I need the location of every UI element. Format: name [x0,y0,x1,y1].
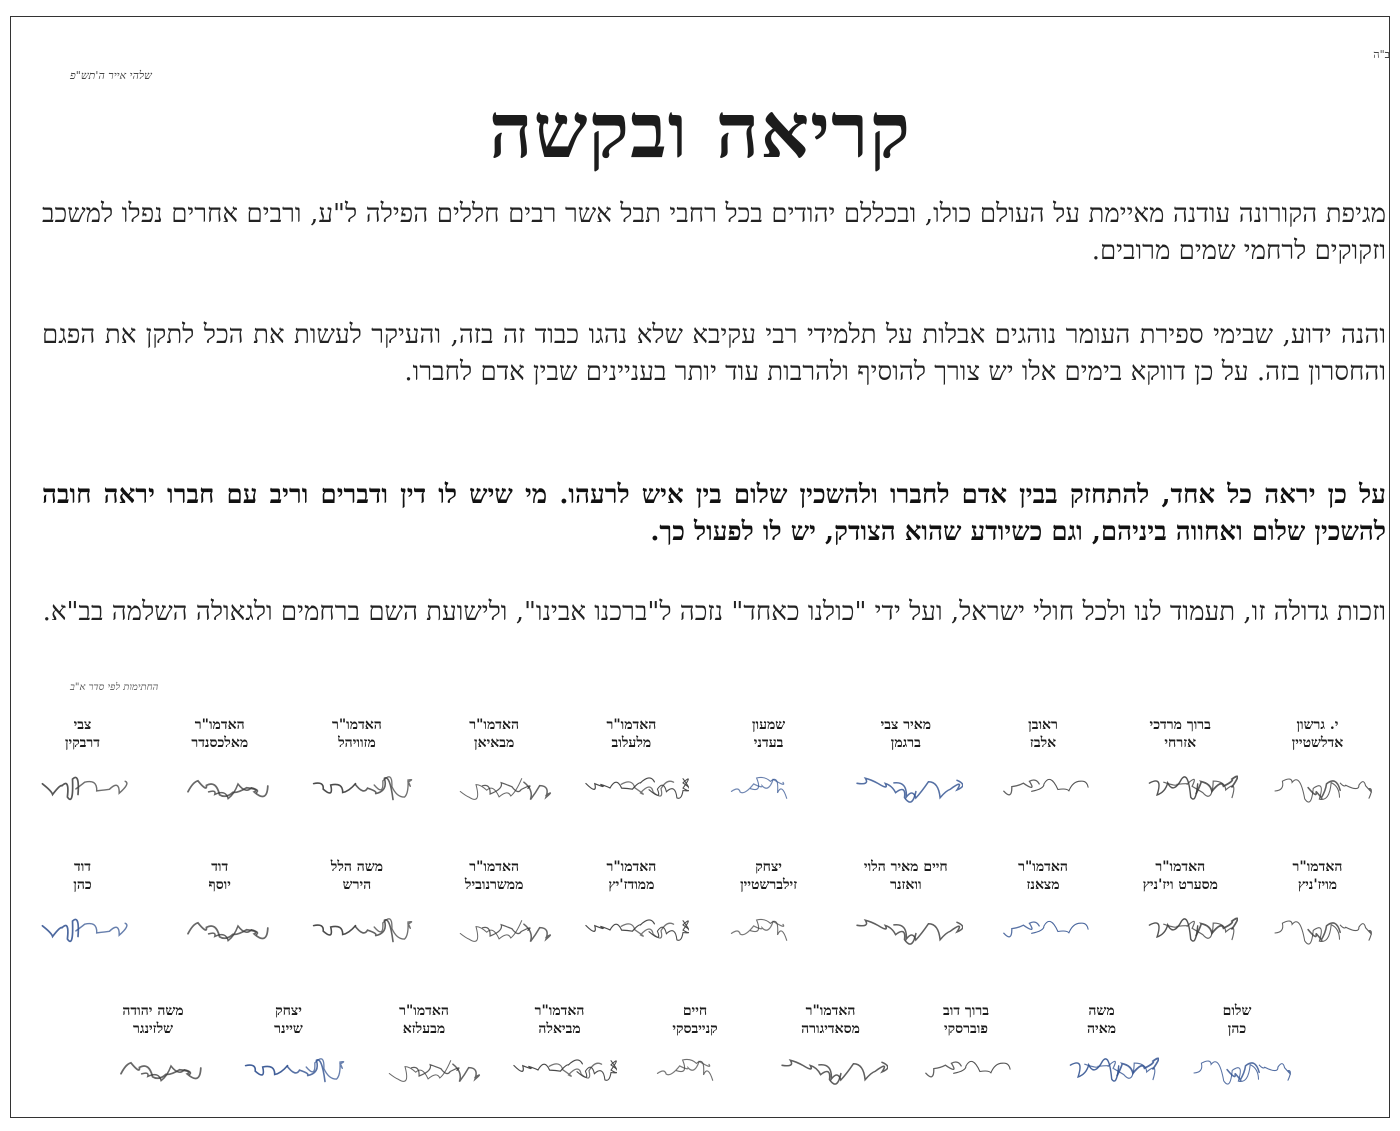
signature-stroke [782,1060,841,1084]
signatory-name [1039,1002,1165,1038]
signature-stroke [245,1065,287,1075]
signature-stroke [857,920,916,944]
signatory [1118,716,1243,836]
signatory-name-line-1: האדמו"ר [805,1003,856,1019]
signature-stroke [1259,1064,1290,1081]
signatory-name-line-2: מסערט ויז'ניץ [1142,877,1218,893]
handwritten-signature [989,760,1101,816]
signatory-name-line-2: מזוויהל [338,735,376,751]
signatures-row-2 [20,858,1380,978]
signatory-name [843,716,968,752]
signatory-name [1255,858,1380,894]
signatory [903,1002,1029,1122]
signatory-name-line-2: הירש [342,877,372,893]
signature-stroke [1340,924,1371,941]
signatory-name-line-2: מאלכסנדר [191,735,249,751]
signatory-name-line-2: מביאלה [538,1021,581,1037]
paragraph-1: מגיפת הקורונה עודנה מאיימת על העולם כולו, ובכללם יהודים בכל רחבי תבל אשר רבים חללים הפילה ל"ע, ורבים אחרים נפלו למשכב וזקוקים לרחמי שמים מרובים. [42,199,1386,266]
signature-stroke [389,1061,450,1082]
signature-stroke [513,1060,582,1071]
signatory [843,716,968,836]
handwritten-signature [302,760,414,816]
signatory-name-line-1: האדמו"ר [194,717,245,733]
signatory-name-line-1: מאיר צבי [880,717,932,733]
signatory-name-line-2: יוסף [208,877,231,893]
handwritten-signature [1126,902,1238,958]
signatory-name [226,1002,352,1038]
handwritten-signature [98,1042,210,1098]
signatory-name [20,716,145,752]
signatory-name-line-1: האדמו"ר [534,1003,585,1019]
signatory [706,858,831,978]
handwritten-signature [577,760,689,816]
signature-stroke [356,778,394,800]
signatory-name [903,1002,1029,1038]
signatory-name [1118,858,1243,894]
signatory-name-line-1: האדמו"ר [606,717,657,733]
signatory-name-line-1: משה הלל [330,859,384,875]
signatory-name [432,716,557,752]
signatory [1255,858,1380,978]
bh-mark: ב"ה [1373,48,1390,61]
signature-stroke [954,1061,1011,1073]
signatory-name-line-2: מבעלזא [402,1021,446,1037]
handwritten-signature [505,1042,617,1098]
signature-stroke [586,778,655,789]
paragraph-3-bold: על כן יראה כל אחד, להתחזק בבין אדם לחברו ולהשכין שלום בין איש לרעהו. מי שיש לו דין ודברים וריב עם חברו יראה חובה להשכין שלום ואחווה ביניהם, וגם כשיודע שהוא הצודק, יש לו לפעול כך. [42,480,1386,547]
signatory [768,1002,894,1122]
signatory-name-line-2: ממשרנוביל [464,877,524,893]
signatory-name-line-2: דרבקין [64,735,101,751]
signature-stroke [524,924,550,941]
handwritten-signature [1126,760,1238,816]
signatory-name [497,1002,623,1038]
signature-stroke [76,781,127,793]
signatory-name-line-2: וואזנר [890,877,922,893]
signatory [90,1002,216,1122]
signature-stroke [1196,776,1237,793]
signatory [1118,858,1243,978]
signatory-name-line-2: שלזינגר [132,1021,174,1037]
signatory-name-line-2: קנייבסקי [672,1021,718,1037]
signature-stroke [1149,777,1197,799]
signatory-name [981,716,1106,752]
signatory-name-line-2: מבאיאן [474,735,515,751]
signature-stroke [314,925,356,935]
signatory-name-line-1: דוד [73,859,92,875]
signature-stroke [76,923,127,935]
signatory-name-line-2: פוברסקי [944,1021,988,1037]
signatory-name [843,858,968,894]
signatory-name-line-1: האדמו"ר [1018,859,1068,875]
handwritten-signature [302,902,414,958]
signatory-name-line-1: ראובן [1028,717,1058,733]
signatory [20,716,145,836]
signatory-name-line-1: יצחק [755,859,782,875]
signatory-name [706,716,831,752]
signatory [294,858,419,978]
signatory-name [768,1002,894,1038]
signatory-name-line-2: ברגמן [890,735,921,751]
signatory-name [432,858,557,894]
signature-stroke [314,783,356,793]
signature-stroke [453,1064,479,1081]
signatory [981,858,1106,978]
signatory-name-line-1: האדמו"ר [1155,859,1206,875]
signatory-name [981,858,1106,894]
signature-stroke [460,779,521,800]
signature-stroke [1003,780,1038,795]
signatory [843,858,968,978]
signatory-name-line-2: מסאדיגורה [801,1021,860,1037]
signatory [361,1002,487,1122]
signature-stroke [42,919,78,941]
signatory-name-line-1: האדמו"ר [469,717,520,733]
handwritten-signature [577,902,689,958]
signature-stroke [1070,1059,1118,1081]
handwritten-signature [1263,760,1375,816]
signatory-name [1118,716,1243,752]
handwritten-signature [440,902,552,958]
signatory [157,858,282,978]
handwritten-signature [714,760,826,816]
signatory [1255,716,1380,836]
signatory-name [706,858,831,894]
signatory-name-line-2: מלעלוב [611,735,652,751]
signatory-name-line-1: שלום [1222,1003,1252,1019]
handwritten-signature [1047,1042,1159,1098]
handwritten-signature [28,902,140,958]
signatory-name [569,858,694,894]
signatory-name-line-1: האדמו"ר [1292,859,1343,875]
signature-stroke [482,783,530,794]
handwritten-signature [851,760,963,816]
signatory-name-line-1: ברוך דוב [942,1003,990,1019]
signatory-name-line-1: האדמו"ר [469,859,520,875]
handwritten-signature [1182,1042,1294,1098]
signature-stroke [287,1060,325,1082]
signatory-name [157,858,282,894]
signatory-name-line-1: יצחק [275,1003,302,1019]
date-line: שלהי אייר ה'תש"פ [70,69,152,82]
signatory-name-line-2: מצאנז [1026,877,1060,893]
signature-stroke [1196,918,1237,935]
signatory-name-line-2: ממודז'יץ [608,877,655,893]
signatory-name [90,1002,216,1038]
signatory [432,858,557,978]
paragraph-2: והנה ידוע, שבימי ספירת העומר נוהגים אבלות על תלמידי רבי עקיבא שלא נהגו כבוד זה בזה, והעיקר לעשות את הכל לתקן את הפגם והחסרון בזה. על כן דווקא בימים אלו יש צורך להוסיף ולהרבות עוד יותר בעניינים שבין אדם לחברו. [42,320,1386,387]
signatory [497,1002,623,1122]
signatory-name-line-2: אדלשטיין [1291,735,1344,751]
signatory-name-line-2: אלבז [1029,735,1057,751]
signature-stroke [1340,782,1371,799]
signatory [1039,1002,1165,1122]
signature-stroke [926,1062,961,1077]
signatory [569,716,694,836]
signature-stroke [586,920,655,931]
signatory [706,716,831,836]
signatory-name [569,716,694,752]
signatory-name-line-1: חיים [682,1003,708,1019]
signatory-name-line-1: האדמו"ר [399,1003,449,1019]
signature-stroke [482,925,530,936]
signatory-name [361,1002,487,1038]
handwritten-signature [911,1042,1023,1098]
signatory [432,716,557,836]
signatory-name [294,858,419,894]
handwritten-signature [28,760,140,816]
signatory-name [294,716,419,752]
handwritten-signature [165,760,277,816]
signature-stroke [1031,921,1088,933]
signature-stroke [1003,922,1038,937]
signatory-name-line-1: משה יהודה [122,1003,184,1019]
signatory-name-line-1: שמעון [751,717,786,733]
signatory [157,716,282,836]
handwritten-signature [1263,902,1375,958]
signatory-name-line-1: דוד [211,859,229,875]
signatory [1174,1002,1300,1122]
signatory [294,716,419,836]
handwritten-signature [714,902,826,958]
handwritten-signature [369,1042,481,1098]
signature-stroke [1149,919,1197,941]
signatory-name-line-1: האדמו"ר [606,859,657,875]
signatory-name [1174,1002,1300,1038]
signature-stroke [411,1065,459,1076]
signatures-row-1 [20,716,1380,836]
signatory-name-line-1: האדמו"ר [332,717,382,733]
signatory-name [1255,716,1380,752]
signatory [632,1002,758,1122]
signatory [20,858,145,978]
signatory-name-line-1: י. גרשון [1296,717,1339,733]
signatory-name-line-2: מאיה [1086,1021,1116,1037]
handwritten-signature [165,902,277,958]
signatory [226,1002,352,1122]
signatory-name-line-2: כהן [73,877,92,893]
signatory-name-line-2: אזרחי [1164,735,1197,751]
paragraph-4: וזכות גדולה זו, תעמוד לנו ולכל חולי ישראל, ועל ידי "כולנו כאחד" נזכה ל"ברכנו אבינו", ולישועת השם ברחמים ולגאולה השלמה בב"א. [42,597,1386,627]
signature-stroke [524,782,550,799]
signatory-name [632,1002,758,1038]
handwritten-signature [234,1042,346,1098]
signatory-name-line-1: חיים מאיר הלוי [863,859,948,875]
signatory-name [157,716,282,752]
signatures-row-3 [90,1002,1300,1122]
signatory-name-line-2: שיינר [274,1021,303,1037]
signatory-name-line-2: מויז'ניץ [1297,877,1338,893]
signatory [569,858,694,978]
signature-stroke [460,921,521,942]
handwritten-signature [440,760,552,816]
signatory-name [20,858,145,894]
signatory-name-line-2: כהן [1227,1021,1247,1037]
page-title: קריאה ובקשה [488,86,912,175]
signatory-name-line-1: צבי [73,717,92,733]
signatory [981,716,1106,836]
signature-stroke [857,778,916,802]
signatory-name-line-1: ברוך מרדכי [1149,717,1211,733]
signatory-name-line-2: בעדני [753,735,784,751]
signatory-name-line-1: משה [1088,1003,1115,1019]
signature-stroke [1031,779,1088,791]
signature-order-note: החתימות לפי סדר א"ב [70,682,159,693]
handwritten-signature [776,1042,888,1098]
handwritten-signature [851,902,963,958]
signature-stroke [1117,1058,1158,1075]
signature-stroke [356,920,394,942]
signatory-name-line-2: זילברשטיין [740,877,798,893]
handwritten-signature [640,1042,752,1098]
signature-stroke [42,777,78,799]
handwritten-signature [989,902,1101,958]
